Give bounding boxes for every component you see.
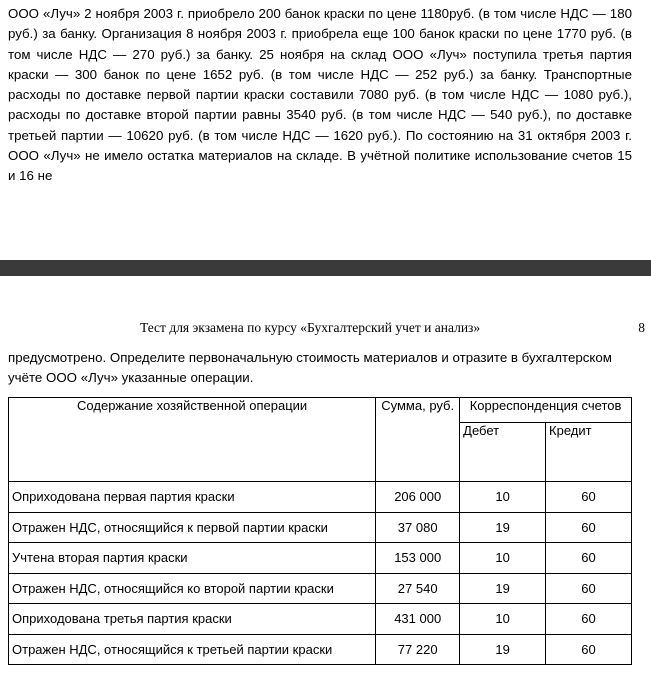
header-operation: Содержание хозяйственной операции: [9, 398, 376, 482]
row-debit: 10: [460, 543, 546, 574]
row-operation: Оприходована первая партия краски: [9, 482, 376, 513]
page-header-title: Тест для экзамена по курсу «Бухгалтерский учет и анализ»: [140, 320, 481, 335]
header-correspondence: Корреспонденция счетов: [460, 398, 632, 423]
row-credit: 60: [546, 634, 632, 665]
continuation-paragraph: предусмотрено. Определите первоначальную стоимость материалов и отразите в бухгалтерском учёте ООО «Луч» указанные операции.: [8, 350, 612, 386]
header-amount: Сумма, руб.: [376, 398, 460, 482]
row-operation: Отражен НДС, относящийся ко второй партии краски: [9, 573, 376, 604]
row-amount: 77 220: [376, 634, 460, 665]
row-operation: Отражен НДС, относящийся к первой партии краски: [9, 512, 376, 543]
table-row: [9, 604, 632, 635]
row-operation: Отражен НДС, относящийся к третьей партии краски: [9, 634, 376, 665]
row-debit: 19: [460, 573, 546, 604]
page-number: 8: [638, 320, 645, 335]
row-credit: 60: [546, 573, 632, 604]
table-row: [9, 634, 632, 665]
header-debit: Дебет: [460, 423, 546, 482]
row-amount: 37 080: [376, 512, 460, 543]
row-amount: 206 000: [376, 482, 460, 513]
header-credit: Кредит: [546, 423, 632, 482]
row-operation: Учтена вторая партия краски: [9, 543, 376, 574]
row-amount: 27 540: [376, 573, 460, 604]
row-debit: 19: [460, 512, 546, 543]
operations-table: [8, 397, 632, 665]
row-credit: 60: [546, 482, 632, 513]
table-row: [9, 512, 632, 543]
table-row: [9, 543, 632, 574]
row-debit: 10: [460, 604, 546, 635]
row-credit: 60: [546, 543, 632, 574]
row-debit: 10: [460, 482, 546, 513]
row-amount: 153 000: [376, 543, 460, 574]
row-operation: Оприходована третья партия краски: [9, 604, 376, 635]
row-credit: 60: [546, 604, 632, 635]
problem-paragraph: ООО «Луч» 2 ноября 2003 г. приобрело 200 банок краски по цене 1180руб. (в том числе НДС — 180 руб.) за банку. Организация 8 ноября 2003 г. приобрела еще 100 банок краски по цене 1770 руб. (в том числе НДС — 270 руб.) за банку. 25 ноября на склад ООО «Луч» поступила третья партия краски — 300 банок по цене 1652 руб. (в том числе НДС — 252 руб.) за банку. Транспортные расходы по доставке первой партии краски составили 7080 руб. (в том числе НДС — 1080 руб.), расходы по доставке второй партии равны 3540 руб. (в том числе НДС — 540 руб.), по доставке третьей партии — 10620 руб. (в том числе НДС — 1620 руб.). По состоянию на 31 октября 2003 г. ООО «Луч» не имело остатка материалов на складе. В учётной политике использование счетов 15 и 16 не: [8, 6, 632, 184]
table-row: [9, 573, 632, 604]
page-header: [0, 318, 651, 338]
table-row: [9, 482, 632, 513]
row-amount: 431 000: [376, 604, 460, 635]
row-credit: 60: [546, 512, 632, 543]
page-divider: [0, 260, 651, 276]
row-debit: 19: [460, 634, 546, 665]
